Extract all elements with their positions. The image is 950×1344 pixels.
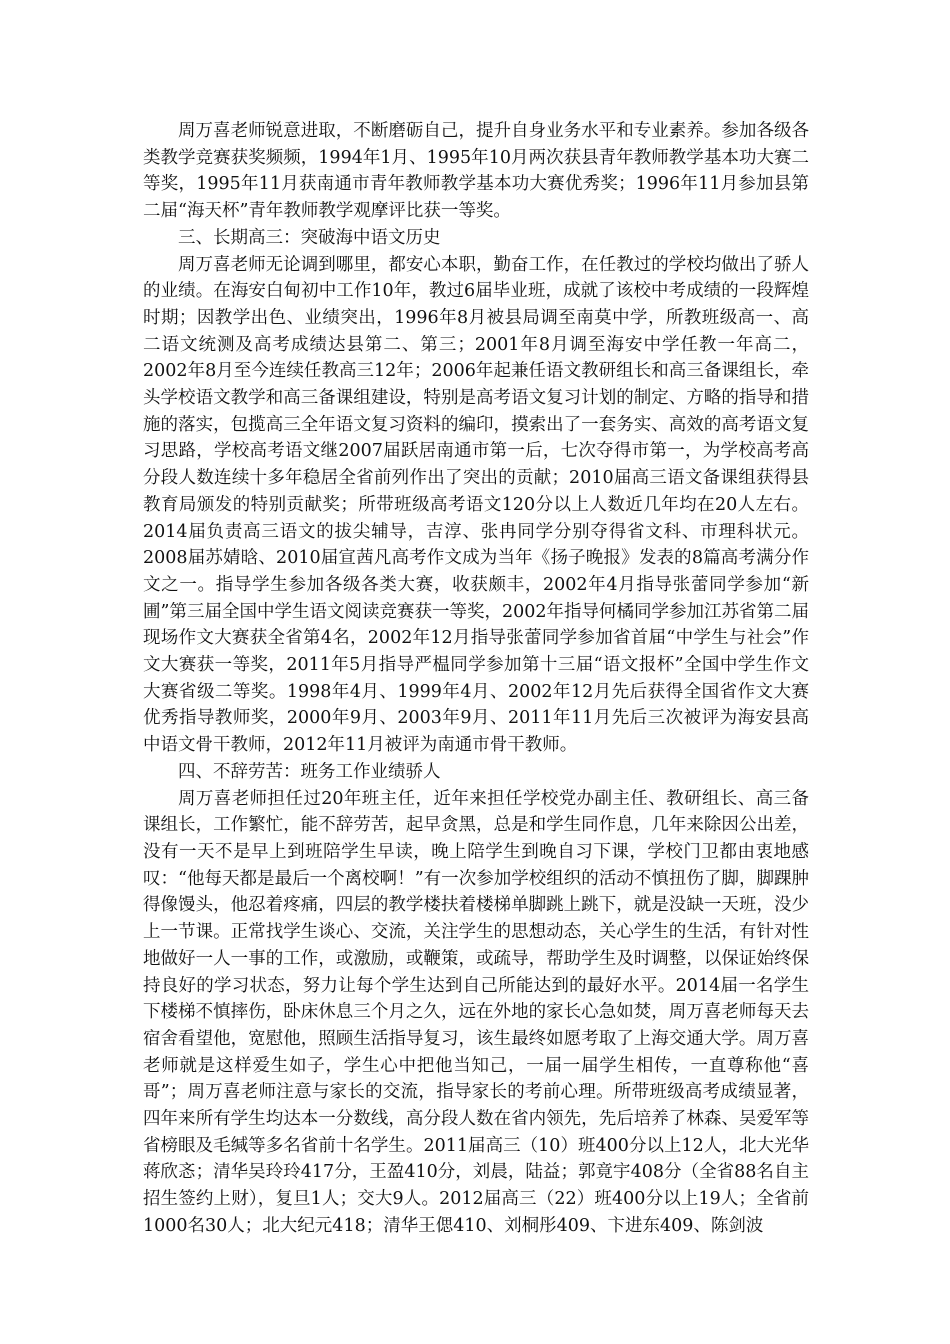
document-body [143,118,809,1240]
paragraph-teaching-achievements: 周万喜老师无论调到哪里，都安心本职，勤奋工作，在任教过的学校均做出了骄人的业绩。在海安白甸初中工作10年，教过6届毕业班，成就了该校中考成绩的一段辉煌时期；因教学出色、业绩突出，1996年8月被县局调至南莫中学，所教班级高一、高二语文统测及高考成绩达县第二、第三；2001年8月调至海安中学任教一年高二，2002年8月至今连续任教高三12年；2006年起兼任语文教研组长和高三备课组长，牵头学校语文教学和高三备课组建设，特别是高考语文复习计划的制定、方略的指导和措施的落实，包揽高三全年语文复习资料的编印，摸索出了一套务实、高效的高考语文复习思路，学校高考语文继2007届跃居南通市第一后，七次夺得市第一，为学校高考高分段人数连续十多年稳居全省前列作出了突出的贡献；2010届高三语文备课组获得县教育局颁发的特别贡献奖；所带班级高考语文120分以上人数近几年均在20人左右。2014届负责高三语文的拔尖辅导，吉淳、张冉同学分别夺得省文科、市理科状元。2008届苏婧晗、2010届宣茜凡高考作文成为当年《扬子晚报》发表的8篇高考满分作文之一。指导学生参加各级各类大赛，收获颇丰，2002年4月指导张蕾同学参加“新圃”第三届全国中学生语文阅读竞赛获一等奖，2002年指导何橘同学参加江苏省第二届现场作文大赛获全省第4名，2002年12月指导张蕾同学参加省首届“中学生与社会”作文大赛获一等奖，2011年5月指导严榅同学参加第十三届“语文报杯”全国中学生作文大赛省级二等奖。1998年4月、1999年4月、2002年12月先后获得全国省作文大赛优秀指导教师奖，2000年9月、2003年9月、2011年11月先后三次被评为海安县高中语文骨干教师，2012年11月被评为南通市骨干教师。 [143,254,809,756]
section-heading-4: 四、不辞劳苦：班务工作业绩骄人 [178,761,441,782]
section-heading-3: 三、长期高三：突破海中语文历史 [178,227,441,248]
paragraph-class-management: 周万喜老师担任过20年班主任，近年来担任学校党办副主任、教研组长、高三备课组长，工作繁忙，能不辞劳苦，起早贪黑，总是和学生同作息，几年来除因公出差，没有一天不是早上到班陪学生早读，晚上陪学生到晚自习下课，学校门卫都由衷地感叹：“他每天都是最后一个离校啊！”有一次参加学校组织的活动不慎扭伤了脚，脚踝肿得像馒头，他忍着疼痛，四层的教学楼扶着楼梯单脚跳上跳下，就是没缺一天班，没少上一节课。正常找学生谈心、交流，关注学生的思想动态，关心学生的生活，有针对性地做好一人一事的工作，或激励，或鞭策，或疏导，帮助学生及时调整，以保证始终保持良好的学习状态，努力让每个学生达到自己所能达到的最好水平。2014届一名学生下楼梯不慎摔伤，卧床休息三个月之久，远在外地的家长心急如焚，周万喜老师每天去宿舍看望他，宽慰他，照顾生活指导复习，该生最终如愿考取了上海交通大学。周万喜老师就是这样爱生如子，学生心中把他当知己，一届一届学生相传，一直尊称他“喜哥”；周万喜老师注意与家长的交流，指导家长的考前心理。所带班级高考成绩显著，四年来所有学生均达本一分数线，高分段人数在省内领先，先后培养了林森、吴爱军等省榜眼及毛缄等多名省前十名学生。2011届高三（10）班400分以上12人，北大光华蒋欣忞；清华吴玲玲417分，王盈410分，刘晨，陆益；郭竟宇408分（全省88名自主招生签约上财），复旦1人；交大9人。2012届高三（22）班400分以上19人；全省前1000名30人；北大纪元418；清华王偲410、刘桐彤409、卞进东409、陈剑波 [143,788,809,1236]
paragraph-competition-awards: 周万喜老师锐意进取，不断磨砺自己，提升自身业务水平和专业素养。参加各级各类教学竞赛获奖频频，1994年1月、1995年10月两次获县青年教师教学基本功大赛二等奖，1995年11月获南通市青年教师教学基本功大赛优秀奖；1996年11月参加县第二届“海天杯”青年教师教学观摩评比获一等奖。 [143,121,809,222]
